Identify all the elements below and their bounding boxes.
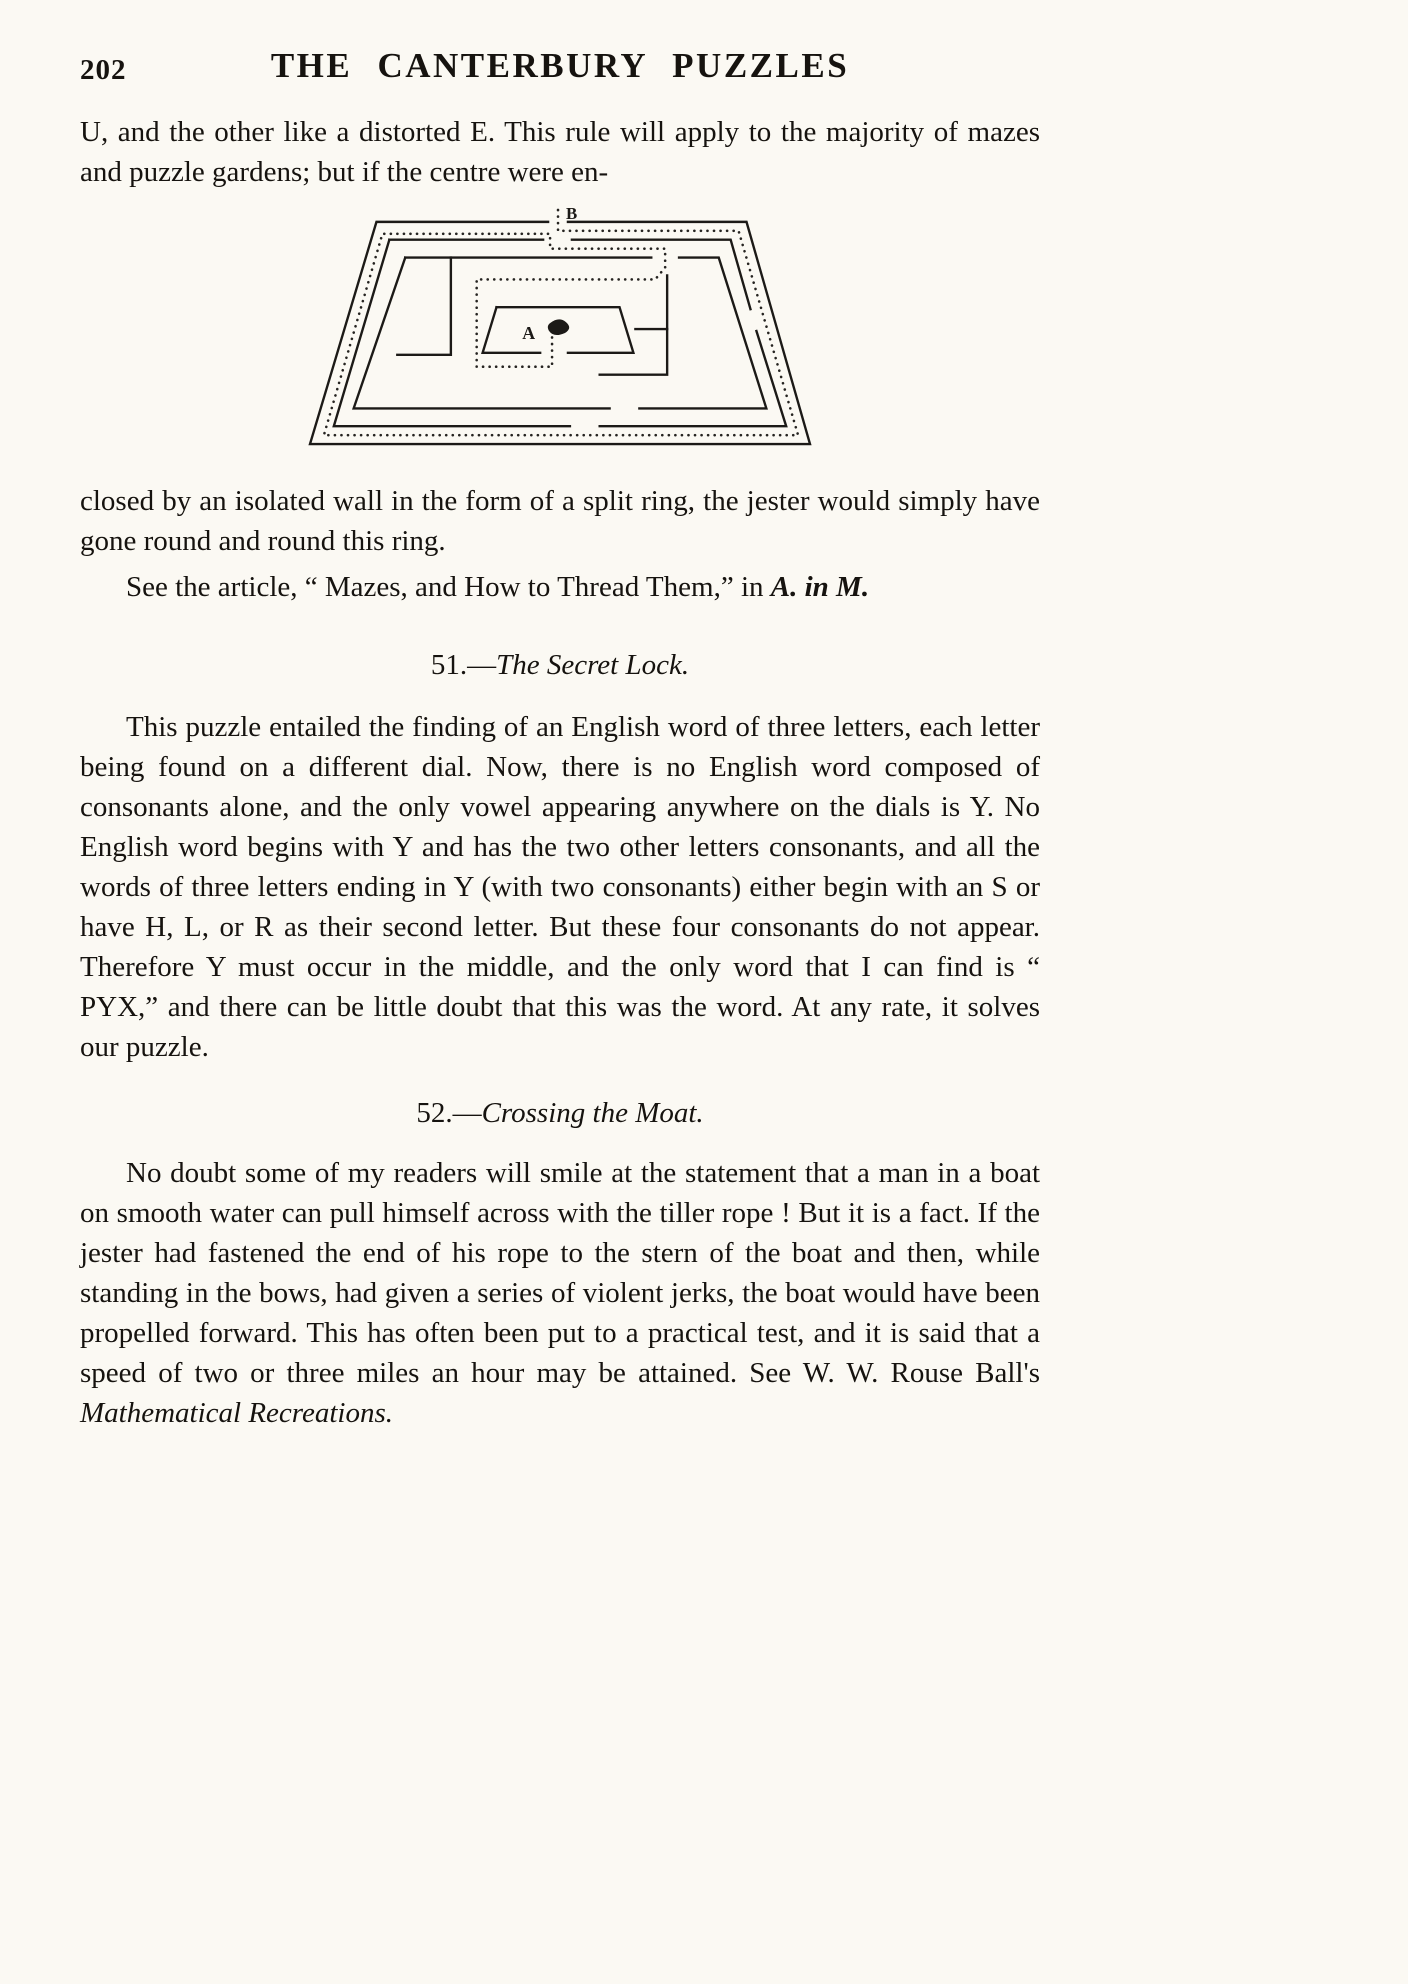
- paragraph-intro-top: U, and the other like a distorted E. This rule will apply to the majority of mazes and puzzle gardens; but if the centre were en-: [80, 116, 1040, 188]
- running-title: THE CANTERBURY PUZZLES: [270, 46, 850, 85]
- crossing-moat-text: No doubt some of my readers will smile at the statement that a man in a boat on smooth water can pull himself across with the tiller rope ! But it is a fact. If the jester had fastened the end of his rope to the stern of the boat and then, while standing in the bows, had given a series of violent jerks, the boat would have been propelled forward. This has often been put to a practical test, and it is said that a speed of two or three miles an hour may be attained. See W. W. Rouse Ball's: [80, 1157, 1040, 1389]
- crossing-moat-reference: Mathematical Recreations.: [80, 1397, 394, 1429]
- see-article-reference: A. in M.: [770, 571, 870, 603]
- section-51-title: The Secret Lock.: [496, 649, 690, 681]
- maze-illustration: [302, 206, 818, 461]
- maze-label-a: A: [522, 322, 536, 343]
- page-header: [80, 46, 1040, 96]
- section-52-title: Crossing the Moat.: [481, 1097, 704, 1129]
- section-52-number: 52.—: [416, 1097, 482, 1129]
- paragraph-secret-lock: This puzzle entailed the finding of an English word of three letters, each letter being found on a different dial. Now, there is no English word composed of consonants alone, and the only vowel appearing anywhere on the dials is Y. No English word begins with Y and has the two other letters consonants, and all the words of three letters ending in Y (with two consonants) either begin with an S or have H, L, or R as their second letter. But these four consonants do not appear. Therefore Y must occur in the middle, and the only word that I can find is “ PYX,” and there can be little doubt that this was the word. At any rate, it solves our puzzle.: [80, 711, 1040, 1063]
- paragraph-intro-continued: closed by an isolated wall in the form of a split ring, the jester would simply have gone round and round this ring.: [80, 485, 1040, 557]
- maze-drawing: [302, 206, 818, 456]
- section-heading-51: [80, 645, 1040, 685]
- page-number: 202: [80, 54, 127, 86]
- maze-goal-blob: [548, 319, 569, 335]
- see-article-text: See the article, “ Mazes, and How to Thread Them,” in: [126, 571, 771, 603]
- paragraph-crossing-moat: [80, 1153, 1040, 1433]
- section-heading-52: [80, 1093, 1040, 1133]
- paragraph-see-article: [80, 567, 1040, 607]
- section-51-number: 51.—: [430, 649, 497, 681]
- maze-label-b: B: [565, 206, 578, 223]
